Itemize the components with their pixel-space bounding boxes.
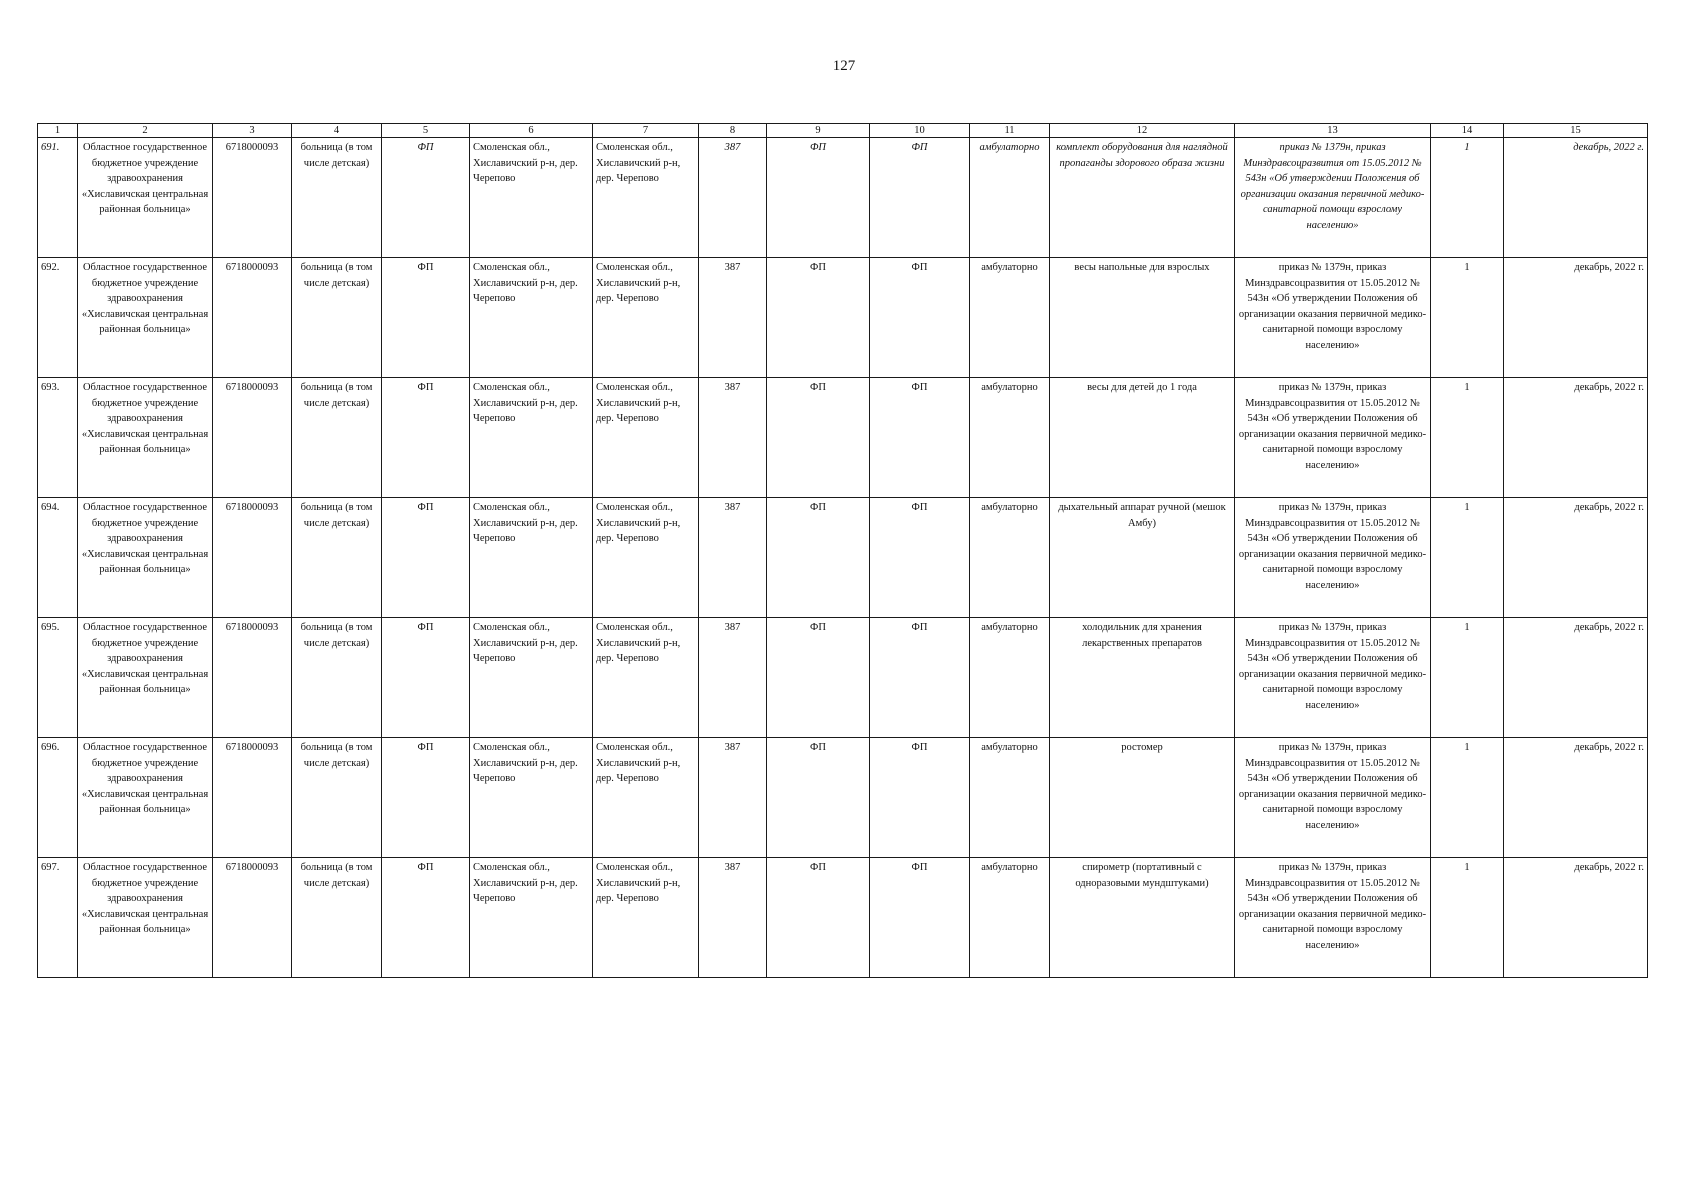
care-mode: амбулаторно bbox=[970, 138, 1050, 258]
facility-type: больница (в том числе детская) bbox=[292, 618, 382, 738]
delivery-date: декабрь, 2022 г. bbox=[1504, 378, 1648, 498]
unit-type-9: ФП bbox=[767, 738, 870, 858]
address-secondary: Смоленская обл., Хиславичский р-н, дер. Черепово bbox=[593, 498, 699, 618]
column-header: 8 bbox=[699, 124, 767, 138]
organization-name: Областное государственное бюджетное учреждение здравоохранения «Хиславичская центральная районная больница» bbox=[78, 498, 213, 618]
facility-type: больница (в том числе детская) bbox=[292, 378, 382, 498]
row-number: 692. bbox=[38, 258, 78, 378]
unit-type: ФП bbox=[382, 738, 470, 858]
unit-type-10: ФП bbox=[870, 738, 970, 858]
equipment-name: спирометр (портативный с одноразовыми мундштуками) bbox=[1050, 858, 1235, 978]
unit-type: ФП bbox=[382, 138, 470, 258]
inn-code: 6718000093 bbox=[213, 618, 292, 738]
address-secondary: Смоленская обл., Хиславичский р-н, дер. Черепово bbox=[593, 138, 699, 258]
care-mode: амбулаторно bbox=[970, 738, 1050, 858]
unit-type-9: ФП bbox=[767, 378, 870, 498]
column-header: 6 bbox=[470, 124, 593, 138]
row-number: 694. bbox=[38, 498, 78, 618]
inn-code: 6718000093 bbox=[213, 138, 292, 258]
address-primary: Смоленская обл., Хиславичский р-н, дер. Черепово bbox=[470, 618, 593, 738]
column-header: 5 bbox=[382, 124, 470, 138]
code-cell: 387 bbox=[699, 498, 767, 618]
delivery-date: декабрь, 2022 г. bbox=[1504, 858, 1648, 978]
quantity: 1 bbox=[1431, 738, 1504, 858]
care-mode: амбулаторно bbox=[970, 858, 1050, 978]
code-cell: 387 bbox=[699, 258, 767, 378]
unit-type: ФП bbox=[382, 378, 470, 498]
row-number: 693. bbox=[38, 378, 78, 498]
column-header: 13 bbox=[1235, 124, 1431, 138]
table-row bbox=[38, 138, 1648, 258]
column-header: 11 bbox=[970, 124, 1050, 138]
unit-type-9: ФП bbox=[767, 258, 870, 378]
table-row bbox=[38, 618, 1648, 738]
quantity: 1 bbox=[1431, 498, 1504, 618]
equipment-name: дыхательный аппарат ручной (мешок Амбу) bbox=[1050, 498, 1235, 618]
table-row bbox=[38, 858, 1648, 978]
organization-name: Областное государственное бюджетное учреждение здравоохранения «Хиславичская центральная районная больница» bbox=[78, 258, 213, 378]
row-number: 697. bbox=[38, 858, 78, 978]
address-primary: Смоленская обл., Хиславичский р-н, дер. Черепово bbox=[470, 138, 593, 258]
column-header: 3 bbox=[213, 124, 292, 138]
legal-basis: приказ № 1379н, приказ Минздравсоцразвития от 15.05.2012 № 543н «Об утверждении Положения об организации оказания первичной медико-санитарной помощи взрослому населению» bbox=[1235, 858, 1431, 978]
quantity: 1 bbox=[1431, 378, 1504, 498]
column-header: 12 bbox=[1050, 124, 1235, 138]
column-header: 4 bbox=[292, 124, 382, 138]
address-primary: Смоленская обл., Хиславичский р-н, дер. Черепово bbox=[470, 858, 593, 978]
unit-type-10: ФП bbox=[870, 138, 970, 258]
equipment-name: комплект оборудования для наглядной пропаганды здорового образа жизни bbox=[1050, 138, 1235, 258]
address-secondary: Смоленская обл., Хиславичский р-н, дер. Черепово bbox=[593, 618, 699, 738]
organization-name: Областное государственное бюджетное учреждение здравоохранения «Хиславичская центральная районная больница» bbox=[78, 138, 213, 258]
quantity: 1 bbox=[1431, 138, 1504, 258]
unit-type: ФП bbox=[382, 498, 470, 618]
legal-basis: приказ № 1379н, приказ Минздравсоцразвития от 15.05.2012 № 543н «Об утверждении Положения об организации оказания первичной медико-санитарной помощи взрослому населению» bbox=[1235, 618, 1431, 738]
address-primary: Смоленская обл., Хиславичский р-н, дер. Черепово bbox=[470, 498, 593, 618]
unit-type-9: ФП bbox=[767, 138, 870, 258]
column-header: 15 bbox=[1504, 124, 1648, 138]
facility-type: больница (в том числе детская) bbox=[292, 858, 382, 978]
address-secondary: Смоленская обл., Хиславичский р-н, дер. Черепово bbox=[593, 738, 699, 858]
facility-type: больница (в том числе детская) bbox=[292, 258, 382, 378]
table-row bbox=[38, 378, 1648, 498]
legal-basis: приказ № 1379н, приказ Минздравсоцразвития от 15.05.2012 № 543н «Об утверждении Положения об организации оказания первичной медико-санитарной помощи взрослому населению» bbox=[1235, 378, 1431, 498]
inn-code: 6718000093 bbox=[213, 378, 292, 498]
inn-code: 6718000093 bbox=[213, 258, 292, 378]
column-header: 1 bbox=[38, 124, 78, 138]
row-number: 691. bbox=[38, 138, 78, 258]
organization-name: Областное государственное бюджетное учреждение здравоохранения «Хиславичская центральная районная больница» bbox=[78, 618, 213, 738]
equipment-name: весы напольные для взрослых bbox=[1050, 258, 1235, 378]
equipment-name: ростомер bbox=[1050, 738, 1235, 858]
unit-type-9: ФП bbox=[767, 618, 870, 738]
care-mode: амбулаторно bbox=[970, 498, 1050, 618]
table-row bbox=[38, 498, 1648, 618]
legal-basis: приказ № 1379н, приказ Минздравсоцразвития от 15.05.2012 № 543н «Об утверждении Положения об организации оказания первичной медико-санитарной помощи взрослому населению» bbox=[1235, 738, 1431, 858]
column-header: 10 bbox=[870, 124, 970, 138]
delivery-date: декабрь, 2022 г. bbox=[1504, 498, 1648, 618]
header-row bbox=[38, 124, 1648, 138]
organization-name: Областное государственное бюджетное учреждение здравоохранения «Хиславичская центральная районная больница» bbox=[78, 858, 213, 978]
address-primary: Смоленская обл., Хиславичский р-н, дер. Черепово bbox=[470, 378, 593, 498]
unit-type: ФП bbox=[382, 618, 470, 738]
delivery-date: декабрь, 2022 г. bbox=[1504, 618, 1648, 738]
facility-type: больница (в том числе детская) bbox=[292, 138, 382, 258]
delivery-date: декабрь, 2022 г. bbox=[1504, 738, 1648, 858]
organization-name: Областное государственное бюджетное учреждение здравоохранения «Хиславичская центральная районная больница» bbox=[78, 738, 213, 858]
legal-basis: приказ № 1379н, приказ Минздравсоцразвития от 15.05.2012 № 543н «Об утверждении Положения об организации оказания первичной медико-санитарной помощи взрослому населению» bbox=[1235, 258, 1431, 378]
equipment-registry-table bbox=[37, 123, 1648, 978]
page-number: 127 bbox=[832, 58, 856, 74]
table-row bbox=[38, 258, 1648, 378]
table-row bbox=[38, 738, 1648, 858]
legal-basis: приказ № 1379н, приказ Минздравсоцразвития от 15.05.2012 № 543н «Об утверждении Положения об организации оказания первичной медико-санитарной помощи взрослому населению» bbox=[1235, 498, 1431, 618]
inn-code: 6718000093 bbox=[213, 498, 292, 618]
facility-type: больница (в том числе детская) bbox=[292, 738, 382, 858]
unit-type-10: ФП bbox=[870, 618, 970, 738]
address-secondary: Смоленская обл., Хиславичский р-н, дер. Черепово bbox=[593, 378, 699, 498]
care-mode: амбулаторно bbox=[970, 618, 1050, 738]
unit-type-10: ФП bbox=[870, 378, 970, 498]
quantity: 1 bbox=[1431, 858, 1504, 978]
address-secondary: Смоленская обл., Хиславичский р-н, дер. Черепово bbox=[593, 258, 699, 378]
delivery-date: декабрь, 2022 г. bbox=[1504, 258, 1648, 378]
column-header: 14 bbox=[1431, 124, 1504, 138]
row-number: 696. bbox=[38, 738, 78, 858]
unit-type-10: ФП bbox=[870, 258, 970, 378]
address-secondary: Смоленская обл., Хиславичский р-н, дер. Черепово bbox=[593, 858, 699, 978]
unit-type-9: ФП bbox=[767, 498, 870, 618]
care-mode: амбулаторно bbox=[970, 378, 1050, 498]
facility-type: больница (в том числе детская) bbox=[292, 498, 382, 618]
row-number: 695. bbox=[38, 618, 78, 738]
column-header: 2 bbox=[78, 124, 213, 138]
unit-type: ФП bbox=[382, 258, 470, 378]
address-primary: Смоленская обл., Хиславичский р-н, дер. Черепово bbox=[470, 738, 593, 858]
unit-type-9: ФП bbox=[767, 858, 870, 978]
unit-type: ФП bbox=[382, 858, 470, 978]
code-cell: 387 bbox=[699, 138, 767, 258]
unit-type-10: ФП bbox=[870, 498, 970, 618]
equipment-name: весы для детей до 1 года bbox=[1050, 378, 1235, 498]
unit-type-10: ФП bbox=[870, 858, 970, 978]
legal-basis: приказ № 1379н, приказ Минздравсоцразвития от 15.05.2012 № 543н «Об утверждении Положения об организации оказания первичной медико-санитарной помощи взрослому населению» bbox=[1235, 138, 1431, 258]
code-cell: 387 bbox=[699, 738, 767, 858]
code-cell: 387 bbox=[699, 858, 767, 978]
column-header: 9 bbox=[767, 124, 870, 138]
quantity: 1 bbox=[1431, 258, 1504, 378]
code-cell: 387 bbox=[699, 378, 767, 498]
address-primary: Смоленская обл., Хиславичский р-н, дер. Черепово bbox=[470, 258, 593, 378]
care-mode: амбулаторно bbox=[970, 258, 1050, 378]
organization-name: Областное государственное бюджетное учреждение здравоохранения «Хиславичская центральная районная больница» bbox=[78, 378, 213, 498]
inn-code: 6718000093 bbox=[213, 738, 292, 858]
delivery-date: декабрь, 2022 г. bbox=[1504, 138, 1648, 258]
code-cell: 387 bbox=[699, 618, 767, 738]
column-header: 7 bbox=[593, 124, 699, 138]
quantity: 1 bbox=[1431, 618, 1504, 738]
equipment-name: холодильник для хранения лекарственных препаратов bbox=[1050, 618, 1235, 738]
inn-code: 6718000093 bbox=[213, 858, 292, 978]
